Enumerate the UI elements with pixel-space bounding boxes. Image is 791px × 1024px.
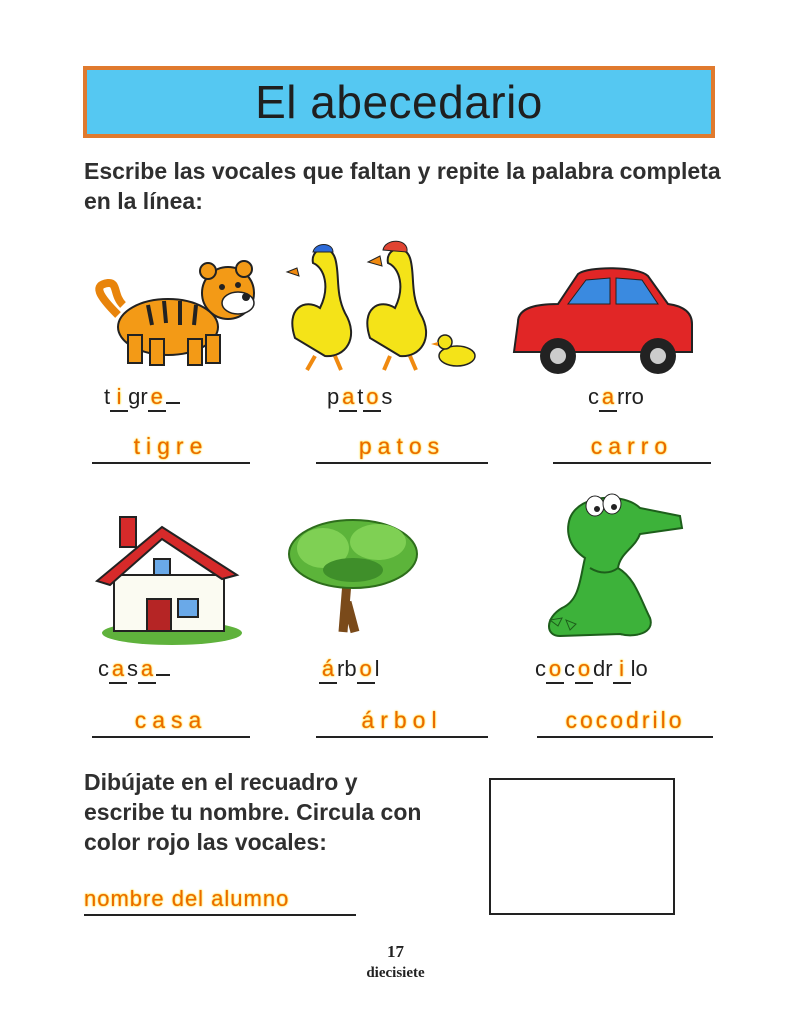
tree-picture [283,512,423,637]
word-tigre: t i gr e [104,384,180,412]
word-cocodrilo: c o c o dr i lo [535,656,648,684]
vowel-blank[interactable]: o [575,656,593,684]
vowel-blank[interactable]: a [599,384,617,412]
answer-line-carro[interactable]: carro [553,432,711,464]
vowel-blank[interactable]: a [109,656,127,684]
answer-line-arbol[interactable]: árbol [316,706,488,738]
vowel-blank[interactable]: e [148,384,166,412]
word-casa: c a s a [98,656,170,684]
vowel-blank[interactable]: a [138,656,156,684]
drawing-box[interactable] [489,778,675,915]
ducks-picture [285,238,485,378]
vowel-blank[interactable]: o [546,656,564,684]
answer-line-cocodrilo[interactable]: cocodrilo [537,706,713,738]
page-title: El abecedario [255,76,543,128]
vowel-blank[interactable]: á [319,656,337,684]
vowel-blank[interactable]: i [613,656,631,684]
instructions: Escribe las vocales que faltan y repite la palabra completa en la línea: [84,158,721,214]
vowel-blank[interactable] [156,674,170,676]
answer-line-tigre[interactable]: tigre [92,432,250,464]
vowel-blank[interactable]: a [339,384,357,412]
answer-line-casa[interactable]: casa [92,706,250,738]
draw-instructions: Dibújate en el recuadro y escribe tu nombre. Circula con color rojo las vocales: [84,769,422,855]
crocodile-picture [540,488,690,648]
student-name-line[interactable]: nombre del alumno [84,886,356,916]
tiger-picture [88,255,268,370]
title-banner [83,66,715,138]
car-picture [508,262,698,382]
word-patos: p a t o s [327,384,392,412]
word-carro: c a rro [588,384,644,412]
page-number: 17 [387,942,404,961]
vowel-blank[interactable]: o [357,656,375,684]
house-picture [92,515,242,650]
vowel-blank[interactable] [166,402,180,404]
vowel-blank[interactable]: i [110,384,128,412]
answer-line-patos[interactable]: patos [316,432,488,464]
page-number-word: diecisiete [366,965,425,981]
vowel-blank[interactable]: o [363,384,381,412]
word-arbol: á rb o l [319,656,379,684]
